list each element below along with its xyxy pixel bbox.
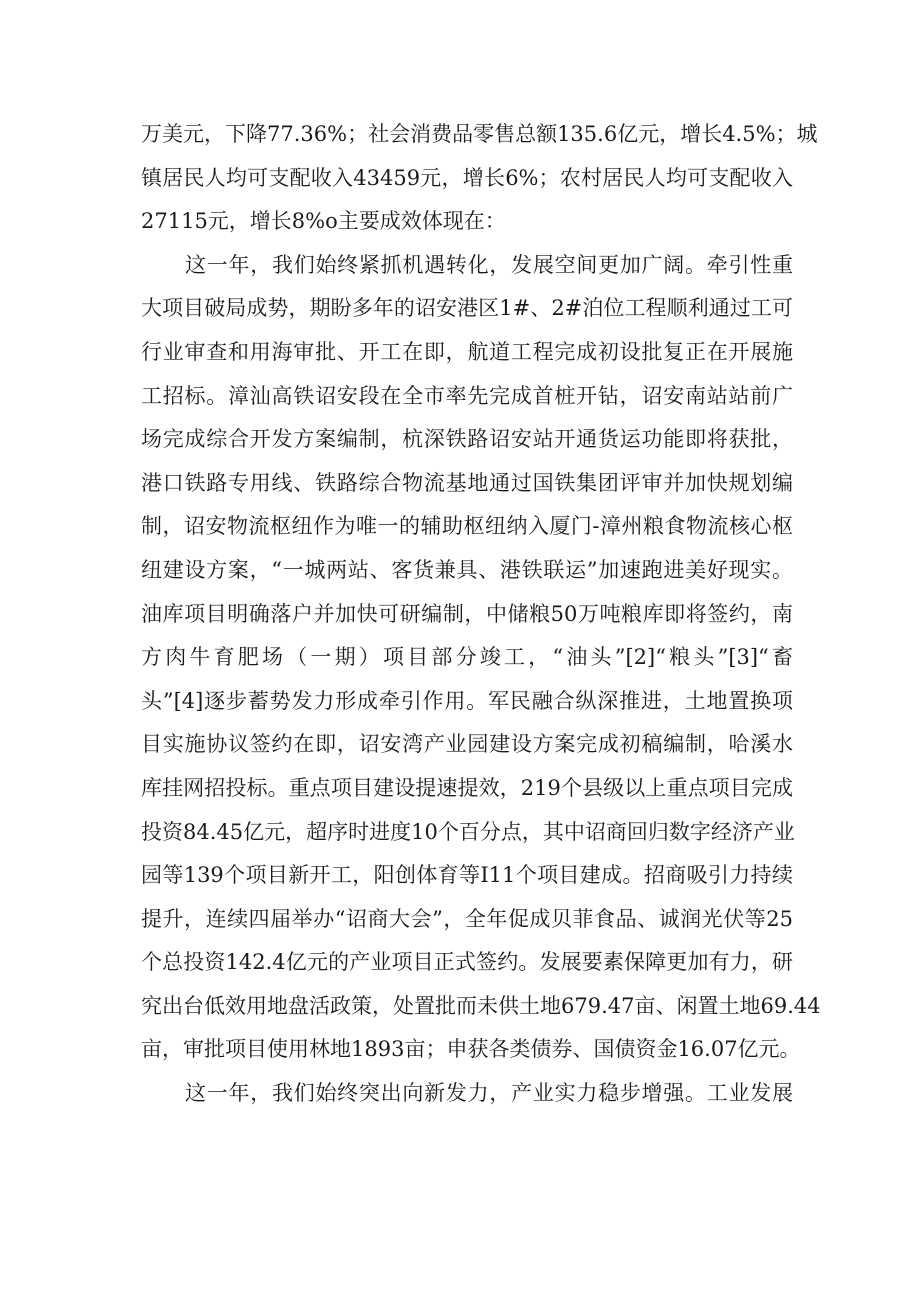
text-line: 行业审查和用海审批、开工在即，航道工程完成初设批复正在开展施 (141, 339, 793, 364)
text-line: 投资84.45亿元，超序时进度10个百分点，其中诏商回归数字经济产业 (141, 819, 795, 844)
document-body (141, 113, 821, 1116)
text-line: 镇居民人均可支配收入43459元，增长6%；农村居民人均可支配收入 (141, 165, 793, 190)
text-line: 港口铁路专用线、铁路综合物流基地通过国铁集团评审并加快规划编 (141, 470, 793, 495)
text-line: 工招标。漳汕高铁诏安段在全市率先完成首桩开钻，诏安南站站前广 (141, 383, 793, 408)
text-line: 场完成综合开发方案编制，杭深铁路诏安站开通货运功能即将获批， (141, 427, 793, 452)
text-line: 究出台低效用地盘活政策，处置批而未供土地679.47亩、闲置土地69.44 (141, 993, 821, 1018)
text-line: 目实施协议签约在即，诏安湾产业园建设方案完成初稿编制，哈溪水 (141, 732, 793, 757)
text-line: 园等139个项目新开工，阳创体育等I11个项目建成。招商吸引力持续 (141, 863, 793, 888)
text-line: 方肉牛育肥场（一期）项目部分竣工，“油头”[2]“粮头”[3]“畜 (141, 645, 793, 670)
text-line: 个总投资142.4亿元的产业项目正式签约。发展要素保障更加有力，研 (141, 950, 793, 975)
text-line: 大项目破局成势，期盼多年的诏安港区1#、2#泊位工程顺利通过工可 (141, 296, 793, 321)
text-line: 头”[4]逐步蓄势发力形成牵引作用。军民融合纵深推进，土地置换项 (141, 688, 793, 713)
text-line: 27115元，增长8%o主要成效体现在： (141, 209, 506, 234)
text-line: 这一年，我们始终紧抓机遇转化，发展空间更加广阔。牵引性重 (185, 252, 793, 277)
text-line: 亩，审批项目使用林地1893亩；申获各类债券、国债资金16.07亿元。 (141, 1037, 801, 1062)
text-line: 纽建设方案，“一城两站、客货兼具、港铁联运”加速跑进美好现实。 (141, 557, 793, 582)
text-line: 制，诏安物流枢纽作为唯一的辅助枢纽纳入厦门-漳州粮食物流核心枢 (141, 514, 793, 539)
text-line: 提升，连续四届举办“诏商大会”，全年促成贝菲食品、诚润光伏等25 (141, 906, 793, 931)
text-line: 油库项目明确落户并加快可研编制，中储粮50万吨粮库即将签约，南 (141, 601, 793, 626)
text-line: 万美元，下降77.36%；社会消费品零售总额135.6亿元，增长4.5%；城 (141, 122, 818, 146)
text-line: 库挂网招投标。重点项目建设提速提效，219个县级以上重点项目完成 (141, 775, 793, 800)
text-line: 这一年，我们始终突出向新发力，产业实力稳步增强。工业发展 (185, 1081, 793, 1106)
